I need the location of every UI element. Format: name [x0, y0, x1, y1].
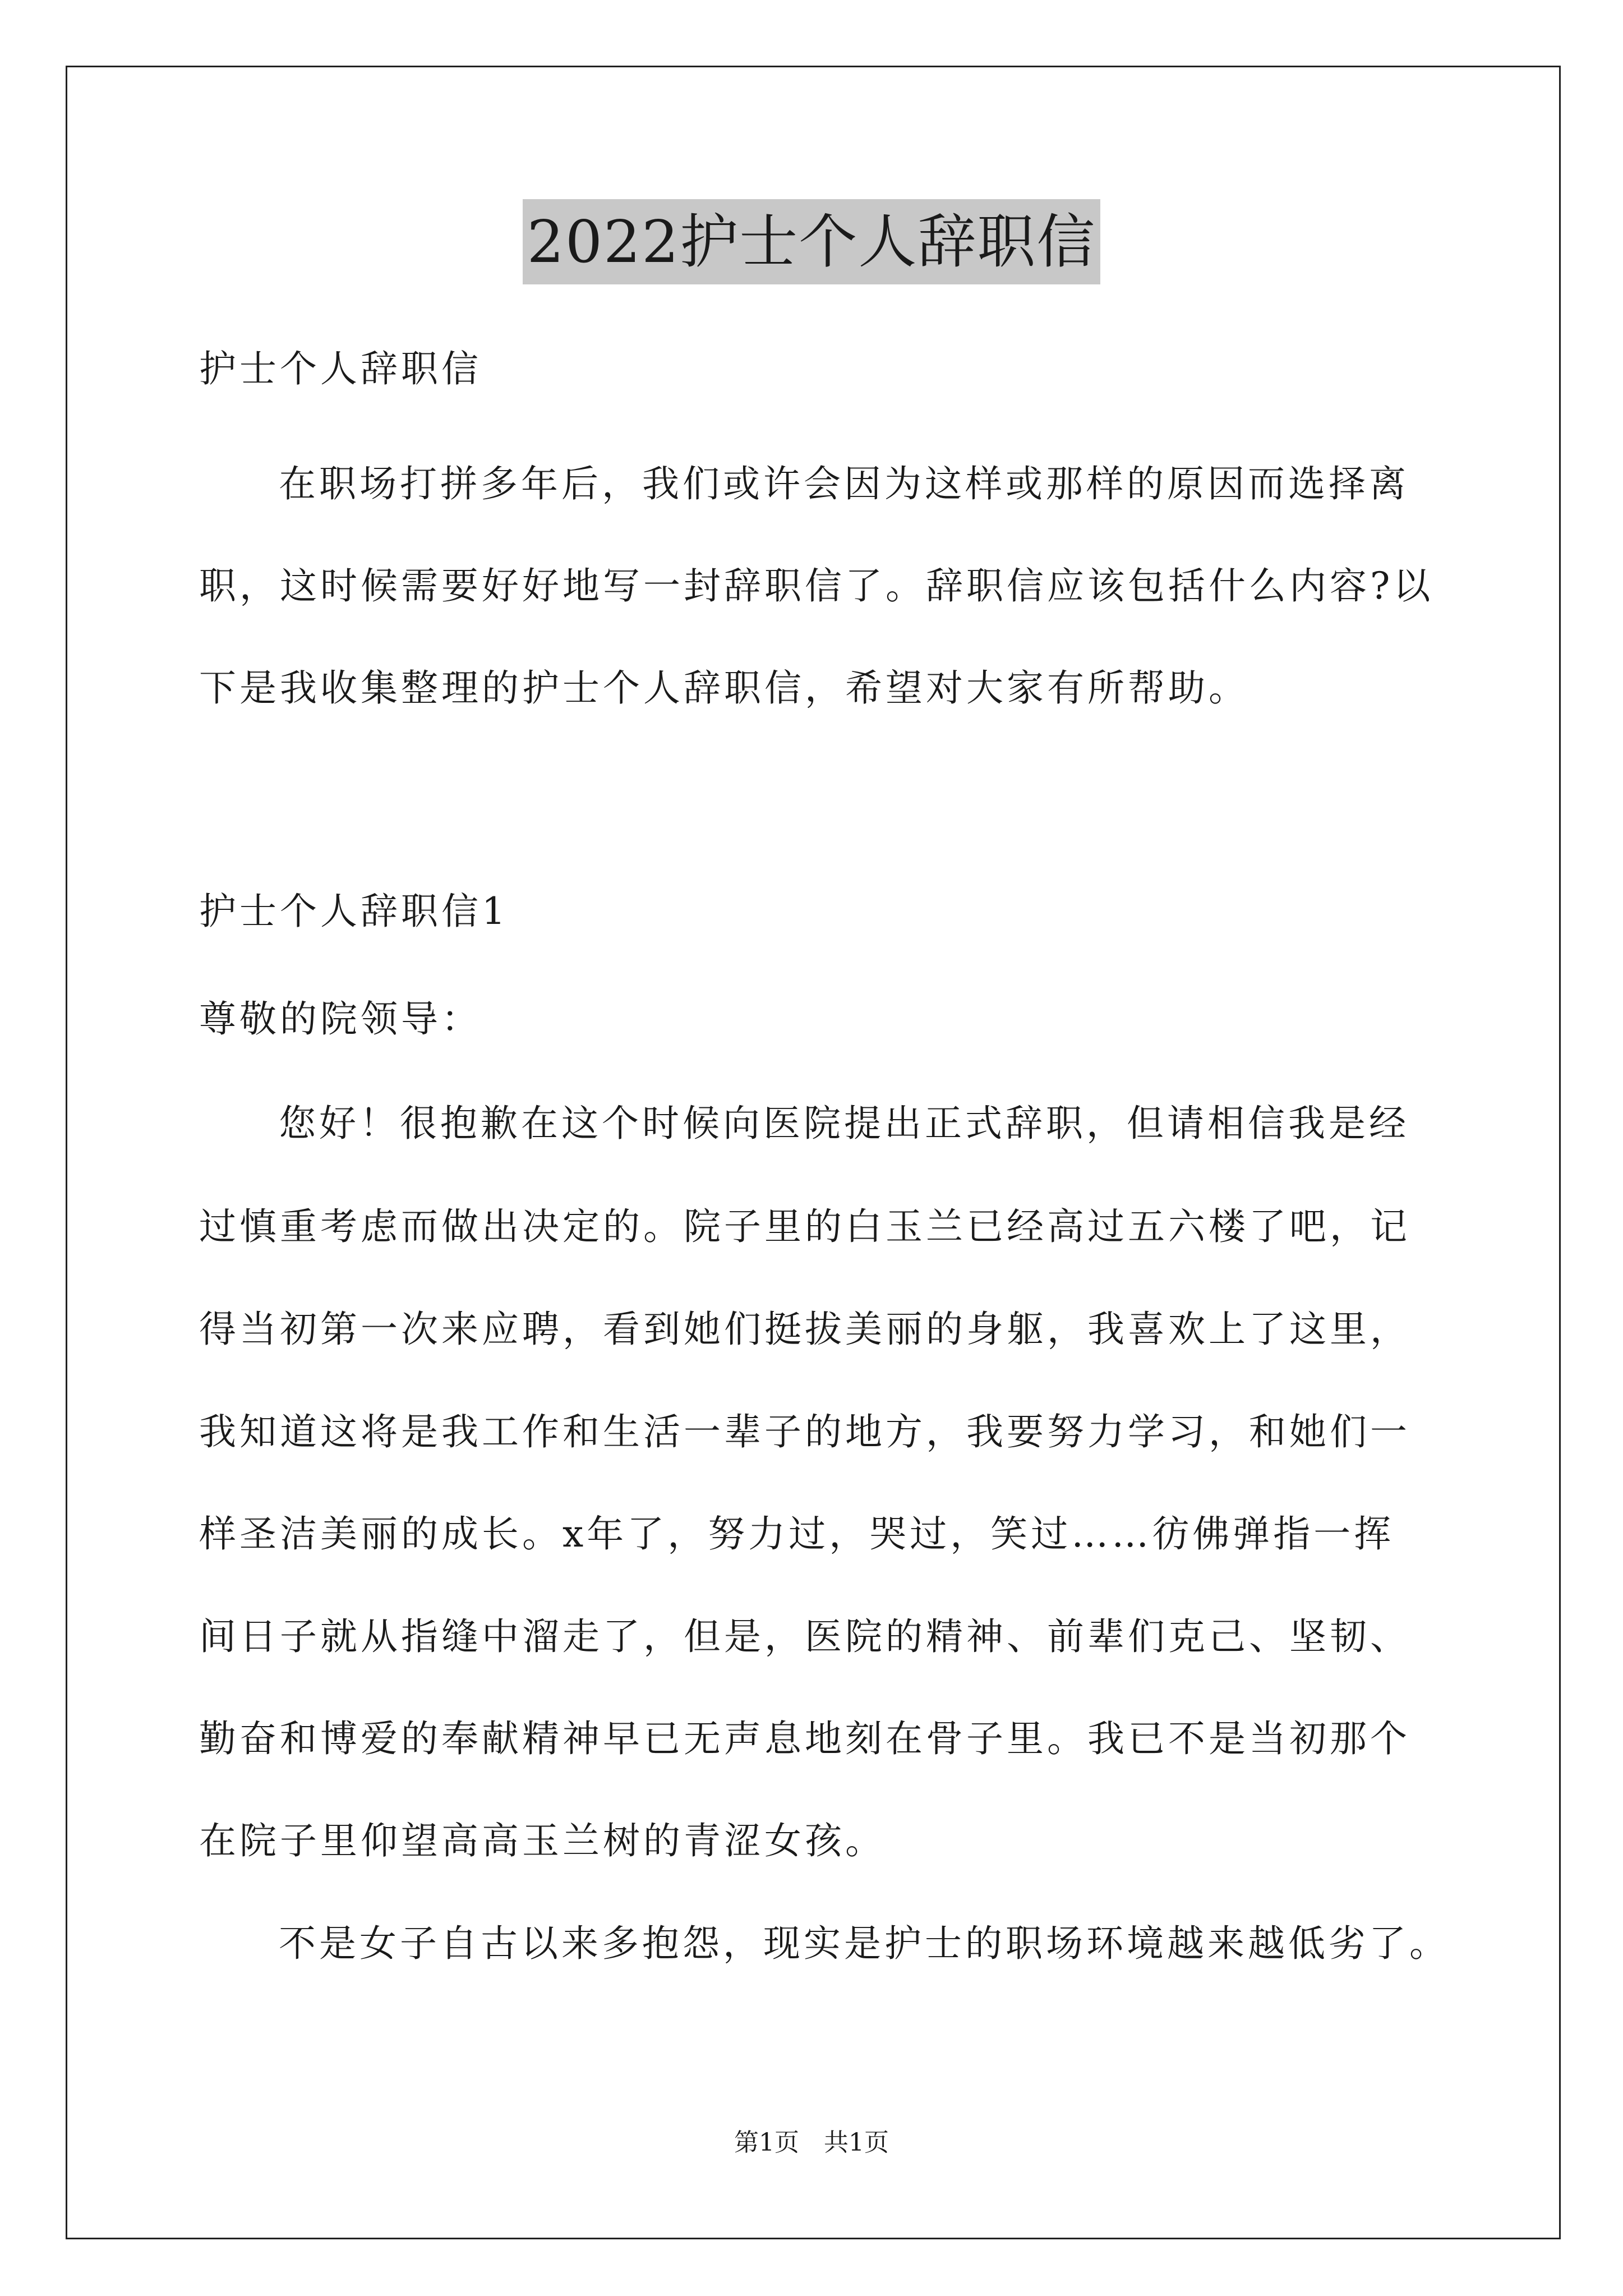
- paragraph-line: 在院子里仰望高高玉兰树的青涩女孩。: [199, 1819, 886, 1862]
- title-container: [0, 199, 1623, 284]
- subtitle-line: 护士个人辞职信: [199, 347, 482, 390]
- paragraph-line: 得当初第一次来应聘，看到她们挺拔美丽的身躯，我喜欢上了这里，: [199, 1308, 1410, 1351]
- paragraph-line: 间日子就从指缝中溜走了，但是，医院的精神、前辈们克己、坚韧、: [199, 1615, 1410, 1658]
- page-footer: 第1页 共1页: [734, 2128, 889, 2157]
- paragraph-line: 我知道这将是我工作和生活一辈子的地方，我要努力学习，和她们一: [199, 1410, 1410, 1453]
- salutation-line: 尊敬的院领导：: [199, 997, 482, 1041]
- paragraph-line: 您好！很抱歉在这个时候向医院提出正式辞职，但请相信我是经: [279, 1102, 1409, 1145]
- section-heading: 护士个人辞职信1: [199, 890, 509, 933]
- paragraph-line: 不是女子自古以来多抱怨，现实是护士的职场环境越来越低劣了。: [279, 1922, 1450, 1965]
- paragraph-line: 过慎重考虑而做出决定的。院子里的白玉兰已经高过五六楼了吧，记: [199, 1205, 1410, 1248]
- paragraph-line: 在职场打拼多年后，我们或许会因为这样或那样的原因而选择离: [279, 462, 1409, 505]
- paragraph-line: 下是我收集整理的护士个人辞职信，希望对大家有所帮助。: [199, 666, 1249, 710]
- paragraph-line: 样圣洁美丽的成长。x年了，努力过，哭过，笑过……彷佛弹指一挥: [199, 1512, 1395, 1556]
- document-title: 2022护士个人辞职信: [523, 199, 1101, 284]
- paragraph-line: 职，这时候需要好好地写一封辞职信了。辞职信应该包括什么内容?以: [199, 564, 1434, 608]
- paragraph-line: 勤奋和博爱的奉献精神早已无声息地刻在骨子里。我已不是当初那个: [199, 1717, 1410, 1760]
